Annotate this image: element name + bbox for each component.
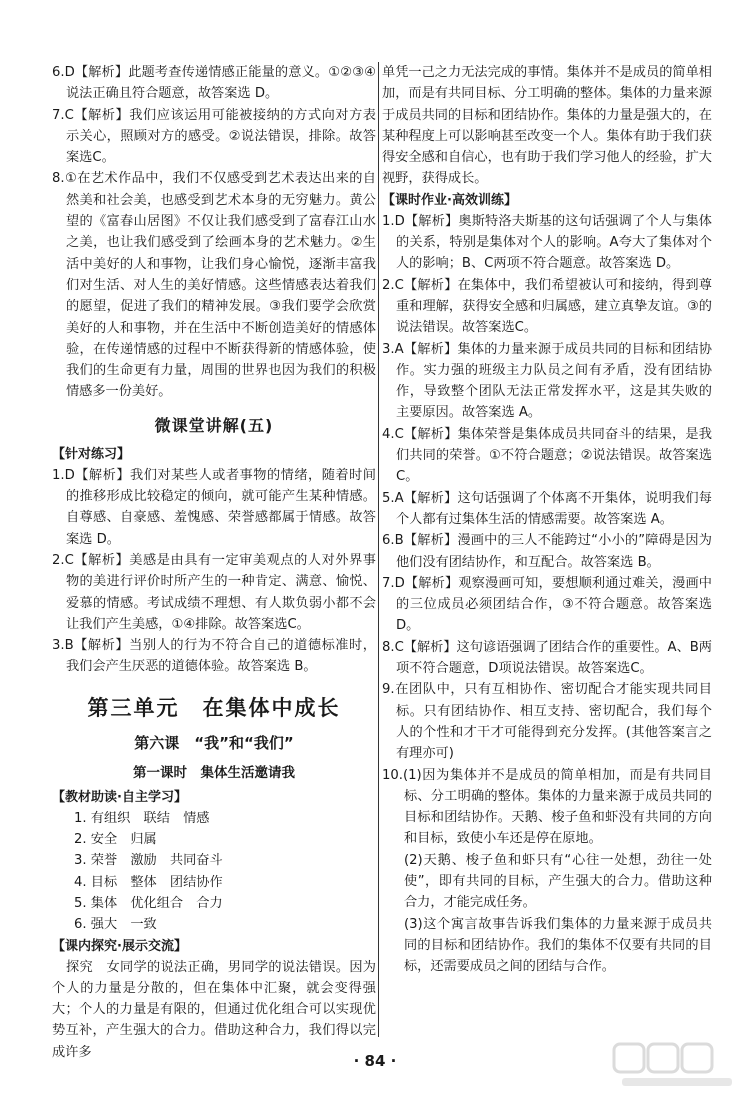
- answer-item-7: 7.C【解析】我们应该运用可能被接纳的方式向对方表示关心，照顾对方的感受。②说法错误，排除。故答案选C。: [52, 107, 376, 166]
- study-item: 4. 目标 整体 团结协作: [74, 874, 223, 890]
- homework-item-4: 4.C【解析】集体荣誉是集体成员共同奋斗的结果，是我们共同的荣誉。①不符合题意；②说法错误。故答案选C。: [382, 426, 712, 485]
- micro-lecture-title: 微课堂讲解(五): [154, 415, 274, 435]
- homework-item-7: 7.D【解析】观察漫画可知，要想顺利通过难关，漫画中的三位成员必须团结合作，③不符合题意。故答案选 D。: [382, 575, 712, 634]
- homework-item-3: 3.A【解析】集体的力量来源于成员共同的目标和团结协作。实力强的班级主力队员之间有矛盾，没有团结协作，导致整个团队无法正常发挥水平，这是其失败的主要原因。故答案选 A。: [382, 341, 712, 421]
- homework-header: 【课时作业·高效训练】: [382, 192, 517, 208]
- homework-item-5: 5.A【解析】这句话强调了个体离不开集体，说明我们每个人都有过集体生活的情感需要。故答案选 A。: [382, 490, 712, 527]
- answer-item-6: 6.D【解析】此题考查传递情感正能量的意义。①②③④说法正确且符合题意，故答案选 D。: [52, 65, 376, 102]
- answer-item-8: 8.①在艺术作品中，我们不仅感受到艺术表达出来的自然美和社会美，也感受到艺术本身的无穷魅力。黄公望的《富春山居图》不仅让我们感受到了富春江山水之美，也让我们感受到了绘画本身的艺术魅力。②生活中美好的人和事物，让我们身心愉悦，逐渐丰富我们对生活、对人生的美好情感。这些情感表达着我们的愿望，促进了我们的精神发展。③我们要学会欣赏美好的人和事物，并在生活中不断创造美好的情感体验，在传递情感的过程中不断获得新的情感体验，使我们的生命更有力量，周围的世界也因为我们的积极情感多一份美好。: [52, 171, 376, 400]
- homework-item-10-part1: 10.(1)因为集体并不是成员的简单相加，而是有共同目标、分工明确的整体。集体的力量来源于成员共同的目标和团结协作。天鹅、梭子鱼和虾没有共同的方向和目标，致使小车还是停在原地。: [382, 767, 712, 847]
- study-item: 6. 强大 一致: [74, 917, 157, 933]
- left-column: [52, 62, 376, 1063]
- explore-text: 探究 女同学的说法正确，男同学的说法错误。因为个人的力量是分散的，但在集体中汇聚，就会变得强大；个人的力量是有限的，但通过优化组合可以实现优势互补，产生强大的合力。借助这种合力，我们得以完成许多: [52, 959, 376, 1060]
- study-item: 5. 集体 优化组合 合力: [74, 895, 223, 911]
- watermark-logo: [612, 1040, 742, 1090]
- homework-item-6: 6.B【解析】漫画中的三人不能跨过“小小的”障碍是因为他们没有团结协作，和互配合。故答案选 B。: [382, 533, 712, 570]
- column-divider: [378, 62, 379, 1037]
- study-item: 3. 荣誉 激励 共同奋斗: [74, 853, 223, 869]
- period-title: 第一课时 集体生活邀请我: [133, 764, 295, 781]
- practice-item-1: 1.D【解析】我们对某些人或者事物的情绪，随着时间的推移形成比较稳定的倾向，就可能产生某种情感。自尊感、自豪感、羞愧感、荣誉感都属于情感。故答案选 D。: [52, 467, 376, 547]
- study-item: 1. 有组织 联结 情感: [74, 810, 210, 826]
- practice-item-2: 2.C【解析】美感是由具有一定审美观点的人对外界事物的美进行评价时所产生的一种肯定、满意、愉悦、爱慕的情感。考试成绩不理想、有人欺负弱小都不会让我们产生美感，①④排除。故答案选C。: [52, 552, 376, 632]
- practice-item-3: 3.B【解析】当别人的行为不符合自己的道德标准时，我们会产生厌恶的道德体验。故答案选 B。: [52, 638, 376, 675]
- homework-item-10-part2: (2)天鹅、梭子鱼和虾只有“心往一处想，劲往一处使”，即有共同的目标，产生强大的合力。借助这种合力，才能完成任务。: [404, 852, 712, 911]
- homework-item-8: 8.C【解析】这句谚语强调了团结合作的重要性。A、B两项不符合题意，D项说法错误。故答案选C。: [382, 639, 712, 677]
- study-item: 2. 安全 归属: [74, 832, 157, 848]
- study-header: 【教材助读·自主学习】: [52, 789, 187, 805]
- homework-item-10-part3: (3)这个寓言故事告诉我们集体的力量来源于成员共同的目标和团结协作。我们的集体不仅要有共同的目标，还需要成员之间的团结与合作。: [404, 916, 712, 975]
- right-column: [382, 62, 712, 977]
- explore-header: 【课内探究·展示交流】: [52, 938, 187, 954]
- practice-header: 【针对练习】: [52, 446, 131, 462]
- page-number: · 84 ·: [353, 1052, 397, 1070]
- homework-item-2: 2.C【解析】在集体中，我们希望被认可和接纳，得到尊重和理解，获得安全感和归属感，建立真挚友谊。③的说法错误。故答案选C。: [382, 277, 712, 336]
- lesson-title: 第六课 “我”和“我们”: [134, 733, 294, 752]
- explore-text-continued: 单凭一己之力无法完成的事情。集体并不是成员的简单相加，而是有共同目标、分工明确的整体。集体的力量来源于成员共同的目标和团结协作。集体的力量是强大的，在某种程度上可以影响甚至改变一个人。集体有助于我们获得安全感和自信心，也有助于我们学习他人的经验，扩大视野，获得成长。: [382, 65, 712, 187]
- unit-title: 第三单元 在集体中成长: [87, 695, 341, 720]
- homework-item-1: 1.D【解析】奥斯特洛夫斯基的这句话强调了个人与集体的关系，特别是集体对个人的影响。A夸大了集体对个人的影响；B、C两项不符合题意。故答案选 D。: [382, 213, 712, 272]
- homework-item-9: 9.在团队中，只有互相协作、密切配合才能实现共同目标。只有团结协作、相互支持、密切配合，我们每个人的个性和才干才可能得到充分发挥。(其他答案言之有理亦可): [382, 682, 712, 762]
